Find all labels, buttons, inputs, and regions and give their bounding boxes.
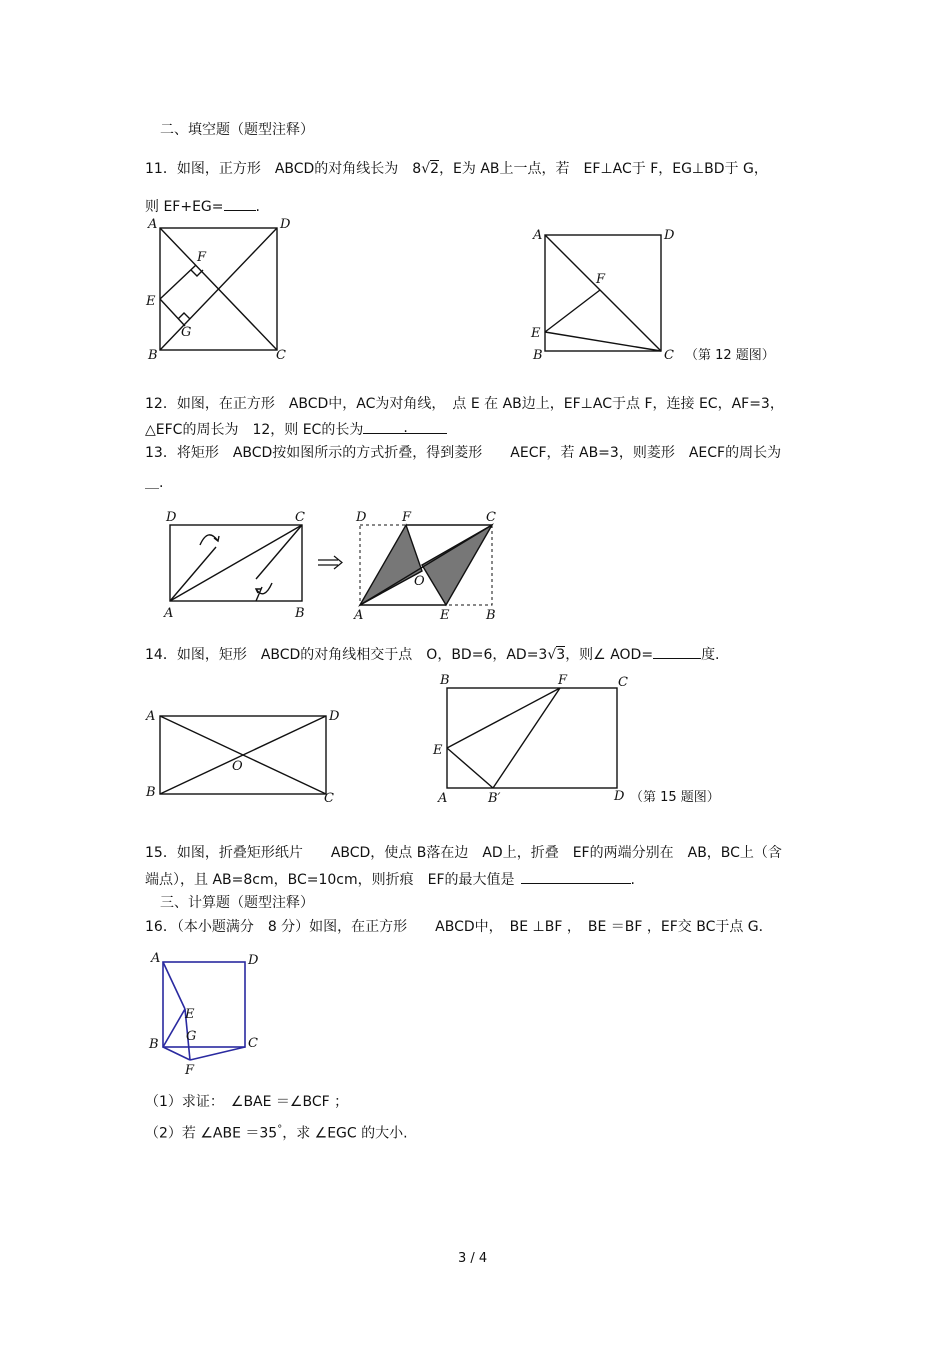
question-16-part-2: （2）若 ∠ABE ＝35°，求 ∠EGC 的大小. — [145, 1124, 408, 1142]
label-B-prime: B′ — [488, 791, 501, 806]
question-13-line1: 13．将矩形 ABCD按如图所示的方式折叠，得到菱形 AECF，若 AB=3，则菱形 AECF的周长为 — [145, 445, 782, 461]
label-F: F — [197, 250, 207, 265]
question-12-line2: △EFC的周长为 12，则 EC的长为 . — [145, 419, 447, 439]
sqrt-symbol: √3 — [547, 647, 566, 663]
label-B: B — [486, 608, 496, 623]
label-D: D — [356, 510, 367, 525]
label-F: F — [402, 510, 412, 525]
answer-blank — [653, 644, 701, 659]
figure-16 — [145, 948, 275, 1078]
label-D: D — [664, 228, 675, 243]
label-A: A — [151, 951, 161, 966]
label-C: C — [486, 510, 496, 525]
label-A: A — [148, 217, 158, 232]
label-A: A — [146, 709, 156, 724]
figure-15 — [430, 668, 750, 808]
label-C: C — [324, 791, 334, 806]
label-E: E — [440, 608, 450, 623]
right-arrow-icon — [316, 555, 346, 571]
question-14-line1: 14．如图，矩形 ABCD的对角线相交于点 O，BD=6，AD=3√3，则∠ AOD= 度. — [145, 644, 720, 664]
figure-14 — [140, 700, 350, 810]
question-11-line1: 11．如图，正方形 ABCD的对角线长为 8√2，E为 AB上一点，若 EF⊥AC于 F，EG⊥BD于 G， — [145, 161, 768, 177]
label-E: E — [185, 1007, 195, 1022]
label-C: C — [618, 675, 628, 690]
figure-11 — [140, 215, 300, 365]
question-15-line1: 15．如图，折叠矩形纸片 ABCD，使点 B落在边 AD上，折叠 EF的两端分别在 AB，BC上（含 — [145, 845, 782, 861]
label-B: B — [149, 1037, 159, 1052]
label-C: C — [248, 1036, 258, 1051]
question-16-part-1: （1）求证： ∠BAE ＝∠BCF ； — [145, 1094, 349, 1110]
label-E: E — [531, 326, 541, 341]
question-16-text: 16．（本小题满分 8 分）如图，在正方形 ABCD中， BE ⊥BF ， BE ＝BF ，EF交 BC于点 G． — [145, 919, 773, 935]
label-F: F — [596, 272, 606, 287]
label-E: E — [146, 294, 156, 309]
answer-blank — [224, 196, 256, 211]
label-D: D — [166, 510, 177, 525]
label-B: B — [533, 348, 543, 363]
label-O: O — [232, 759, 243, 774]
label-B: B — [440, 673, 450, 688]
label-B: B — [146, 785, 156, 800]
page-number: 3 / 4 — [458, 1251, 488, 1266]
answer-blank: . — [363, 419, 447, 434]
section-heading-fill-in: 二、填空题（题型注释） — [160, 122, 314, 138]
figure-12-caption: （第 12 题图） — [685, 348, 775, 363]
label-F: F — [558, 673, 568, 688]
label-D: D — [614, 789, 625, 804]
figure-13-folded — [350, 505, 510, 625]
label-A: A — [438, 791, 448, 806]
label-E: E — [433, 743, 443, 758]
question-15-line2: 端点），且 AB=8cm，BC=10cm，则折痕 EF的最大值是 . — [145, 869, 635, 889]
label-C: C — [276, 348, 286, 363]
label-A: A — [354, 608, 364, 623]
figure-12 — [525, 222, 795, 367]
sqrt-symbol: √2 — [421, 161, 440, 177]
question-13-line2: ＿. — [145, 475, 164, 491]
label-D: D — [280, 217, 291, 232]
section-heading-calculation: 三、计算题（题型注释） — [160, 895, 314, 911]
label-C: C — [664, 348, 674, 363]
question-11-line2: 则 EF+EG= . — [145, 196, 260, 216]
label-D: D — [248, 953, 259, 968]
label-G: G — [186, 1029, 197, 1044]
label-G: G — [181, 325, 192, 340]
label-B: B — [295, 606, 305, 621]
label-F: F — [185, 1063, 195, 1078]
label-A: A — [533, 228, 543, 243]
answer-blank — [521, 869, 631, 884]
figure-13-original — [160, 505, 320, 625]
figure-15-caption: （第 15 题图） — [630, 790, 720, 805]
label-B: B — [148, 348, 158, 363]
label-C: C — [295, 510, 305, 525]
question-12-line1: 12．如图，在正方形 ABCD中，AC为对角线， 点 E 在 AB边上，EF⊥AC于点 F，连接 EC，AF=3， — [145, 396, 784, 412]
label-O: O — [414, 574, 425, 589]
label-A: A — [164, 606, 174, 621]
label-D: D — [329, 709, 340, 724]
